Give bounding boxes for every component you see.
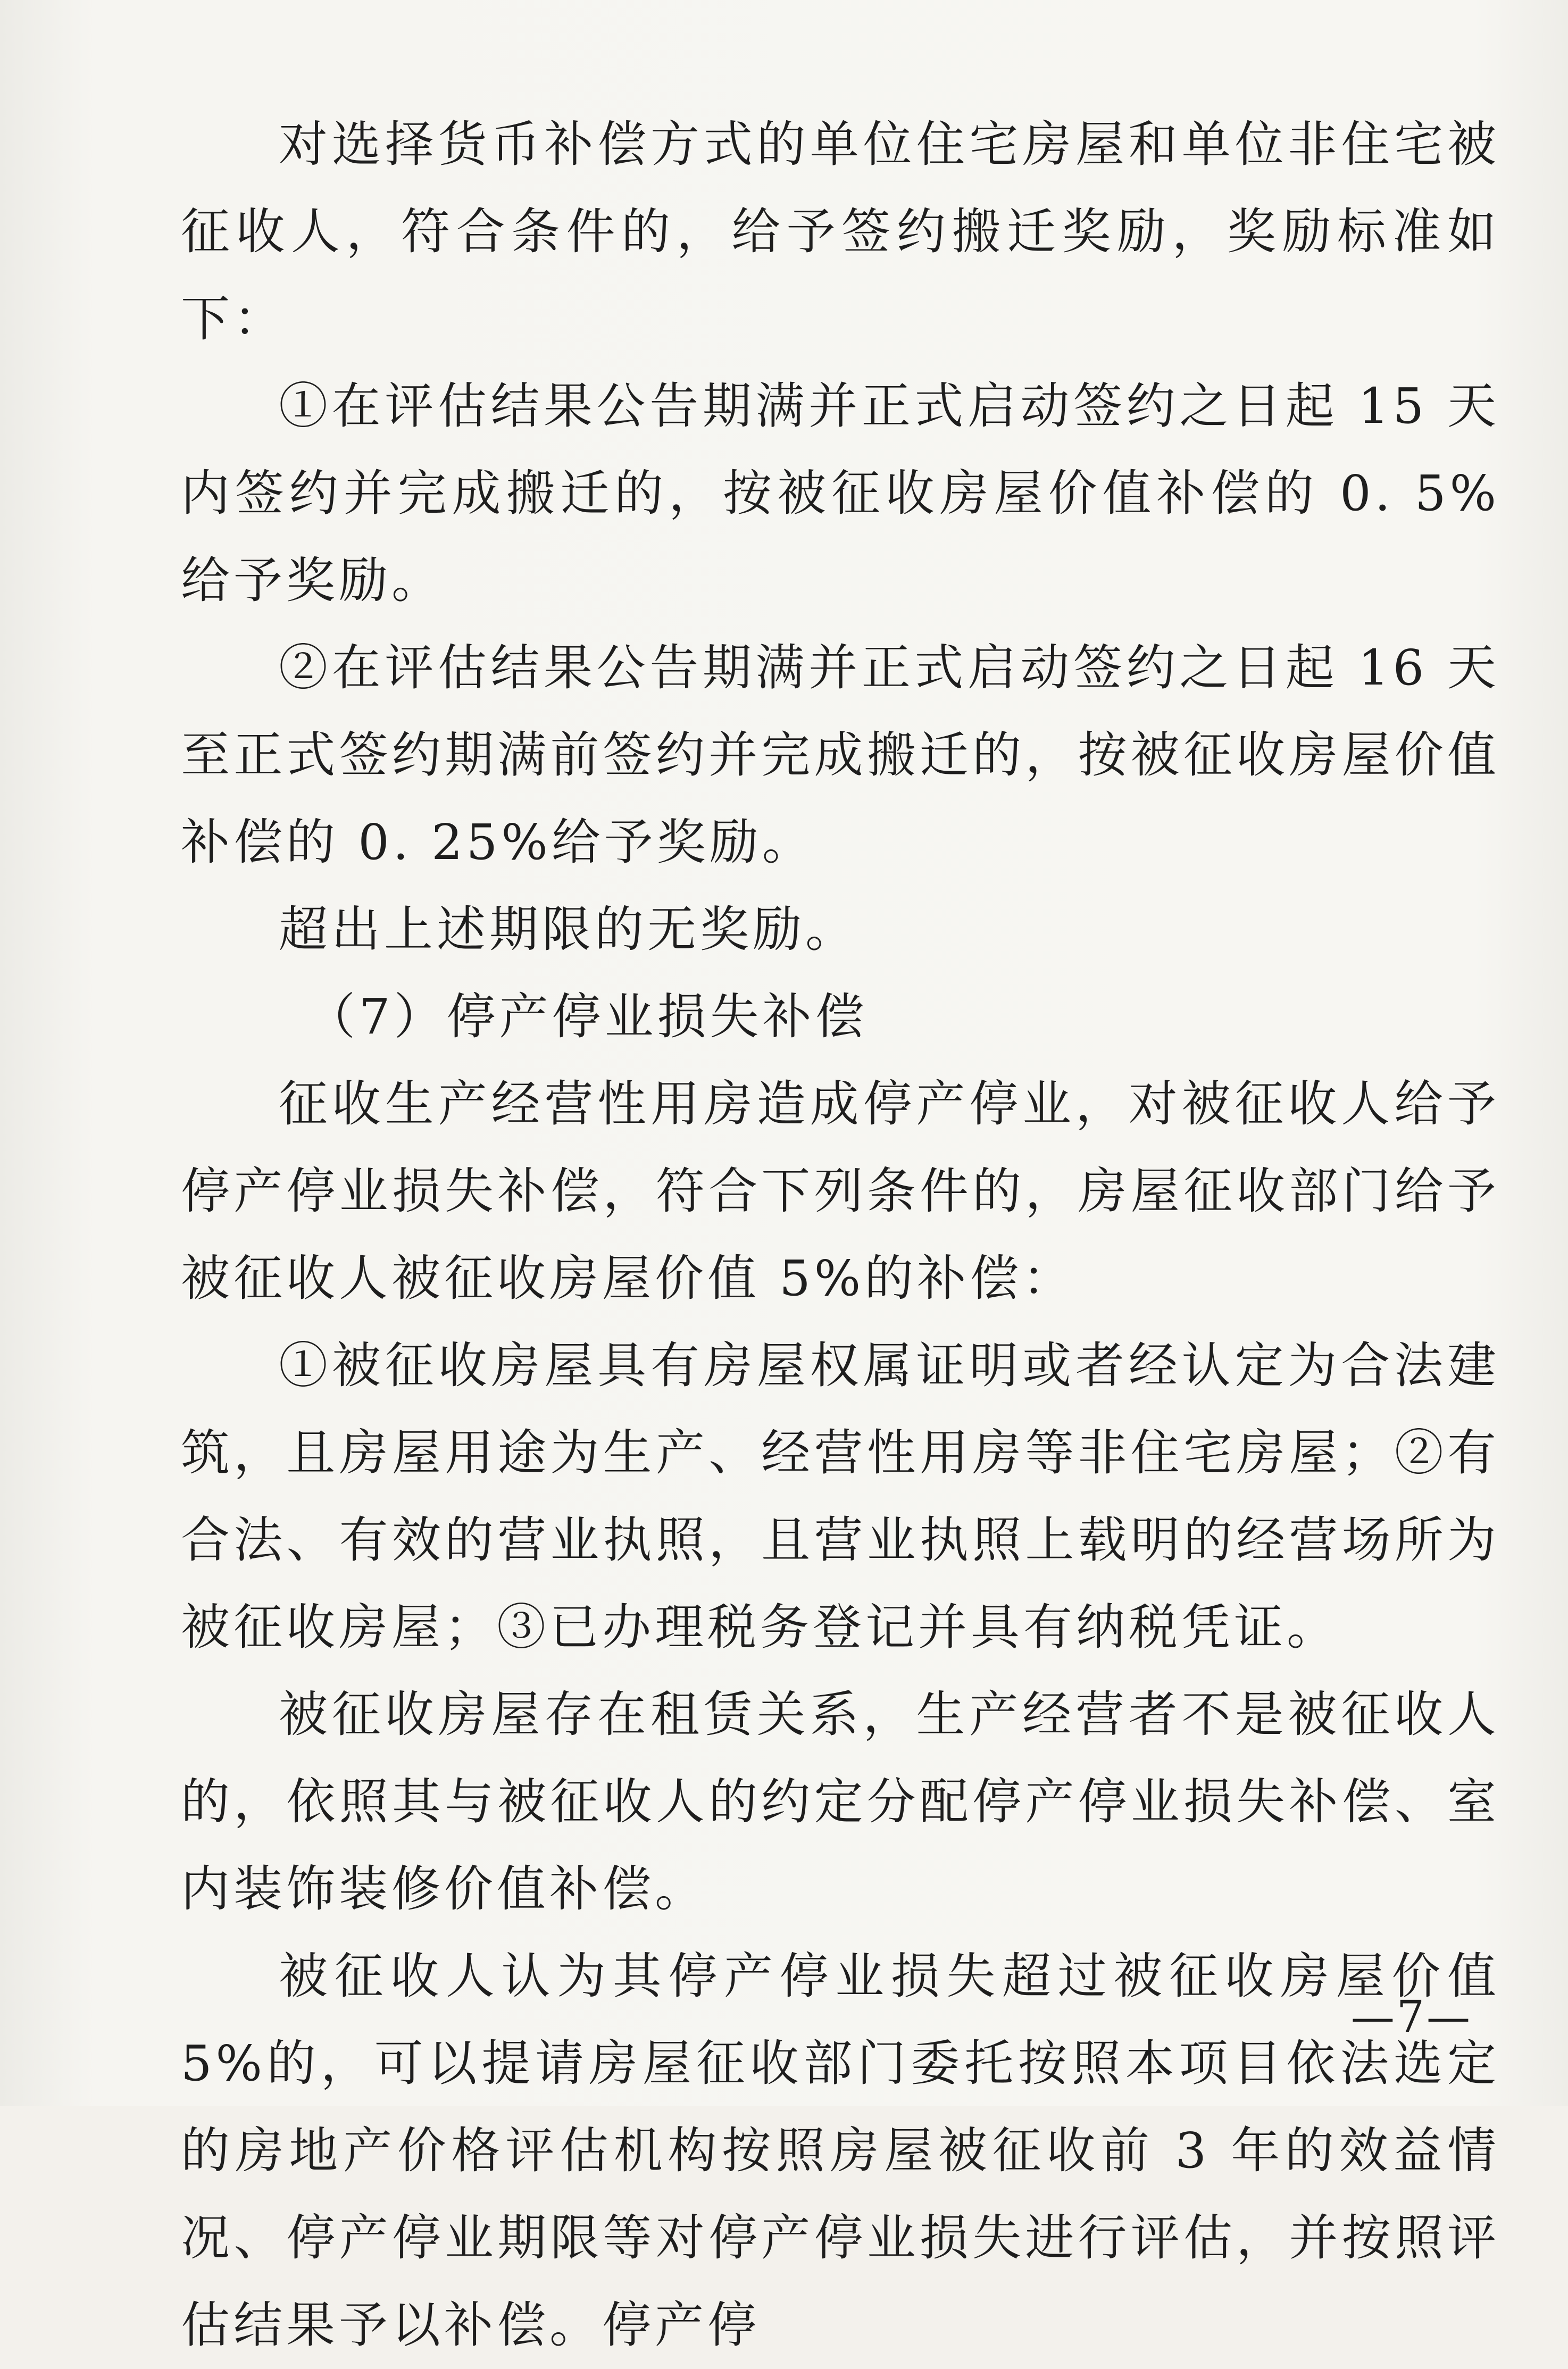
paragraph-no-reward: 超出上述期限的无奖励。 xyxy=(279,901,858,958)
paragraph-shutdown-compensation: 征收生产经营性用房造成停产停业，对被征收人给予停产停业损失补偿，符合下列条件的，房屋征收部门给予被征收人被征收房屋价值 5%的补偿： xyxy=(181,1075,1500,1307)
paragraph-reward-intro: 对选择货币补偿方式的单位住宅房屋和单位非住宅被征收人，符合条件的，给予签约搬迁奖励，奖励标准如下： xyxy=(181,116,1500,347)
section-heading-shutdown-compensation: （7）停产停业损失补偿 xyxy=(306,988,868,1045)
paragraph-reward-item-2: ②在评估结果公告期满并正式启动签约之日起 16 天至正式签约期满前签约并完成搬迁的，按被征收房屋价值补偿的 0. 25%给予奖励。 xyxy=(181,639,1500,871)
paragraph-lease-relation: 被征收房屋存在租赁关系，生产经营者不是被征收人的，依照其与被征收人的约定分配停产停业损失补偿、室内装饰装修价值补偿。 xyxy=(181,1686,1500,1917)
paragraph-loss-assessment: 被征收人认为其停产停业损失超过被征收房屋价值 5%的，可以提请房屋征收部门委托按照本项目依法选定的房地产价格评估机构按照房屋被征收前 3 年的效益情况、停产停业期限等对停产停业损失进行评估，并按照评估结果予以补偿。停产停 xyxy=(181,1948,1500,2354)
paragraph-shutdown-conditions: ①被征收房屋具有房屋权属证明或者经认定为合法建筑，且房屋用途为生产、经营性用房等非住宅房屋；②有合法、有效的营业执照，且营业执照上载明的经营场所为被征收房屋；③已办理税务登记并具有纳税凭证。 xyxy=(181,1337,1500,1656)
page-number: —7— xyxy=(1350,1992,1472,2042)
document-body xyxy=(181,101,1500,2369)
paragraph-reward-item-1: ①在评估结果公告期满并正式启动签约之日起 15 天内签约并完成搬迁的，按被征收房屋价值补偿的 0. 5%给予奖励。 xyxy=(181,378,1500,609)
